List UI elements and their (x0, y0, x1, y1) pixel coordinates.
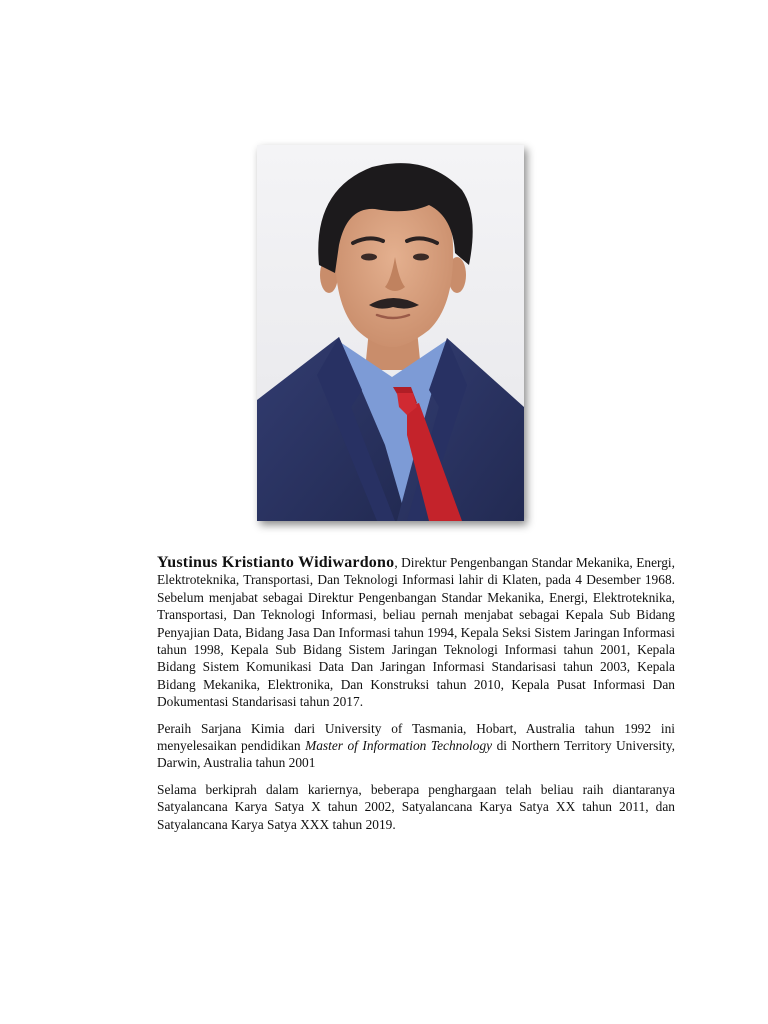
bio-paragraph-2-text-b: di Northern Territory University, Darwin, Australia tahun 2001 (157, 738, 676, 771)
bio-paragraph-1 (157, 554, 675, 711)
bio-paragraph-2 (157, 720, 675, 772)
person-portrait-icon (257, 145, 524, 521)
bio-paragraph-1-text: , Direktur Pengenbangan Standar Mekanika, Energi, Elektroteknika, Transportasi, Dan Teknologi Informasi lahir di Klaten, pada 4 Desember 1968. Sebelum menjabat sebagai Direktur Pengenbangan Standar Mekanika, Energi, Elektroteknika, Transportasi, Dan Teknologi Informasi, beliau pernah menjabat sebagai Kepala Sub Bidang Penyajian Data, Bidang Jasa Dan Informasi tahun 1994, Kepala Seksi Sistem Jaringan Informasi tahun 1998, Kepala Sub Bidang Sistem Jaringan Teknologi Informasi tahun 2001, Kepala Bidang Sistem Komunikasi Data Dan Jaringan Informasi Standarisasi tahun 2003, Kepala Bidang Mekanika, Elektronika, Dan Konstruksi tahun 2010, Kepala Pusat Informasi Dan Dokumentasi Standarisasi tahun 2017. (157, 555, 675, 710)
bio-paragraph-3: Selama berkiprah dalam kariernya, beberapa penghargaan telah beliau raih diantaranya Satyalancana Karya Satya X tahun 2002, Satyalancana Karya Satya XX tahun 2011, dan Satyalancana Karya Satya XXX tahun 2019. (157, 781, 675, 832)
degree-title: Master of Information Technology (305, 738, 493, 754)
portrait-photo (257, 145, 524, 521)
bio-paragraph-2-text-a: Peraih Sarjana Kimia dari University of Tasmania, Hobart, Australia tahun 1992 ini menyelesaikan pendidikan (157, 720, 675, 754)
person-name: Yustinus Kristianto Widiwardono (157, 554, 395, 571)
biography-text (157, 554, 675, 842)
